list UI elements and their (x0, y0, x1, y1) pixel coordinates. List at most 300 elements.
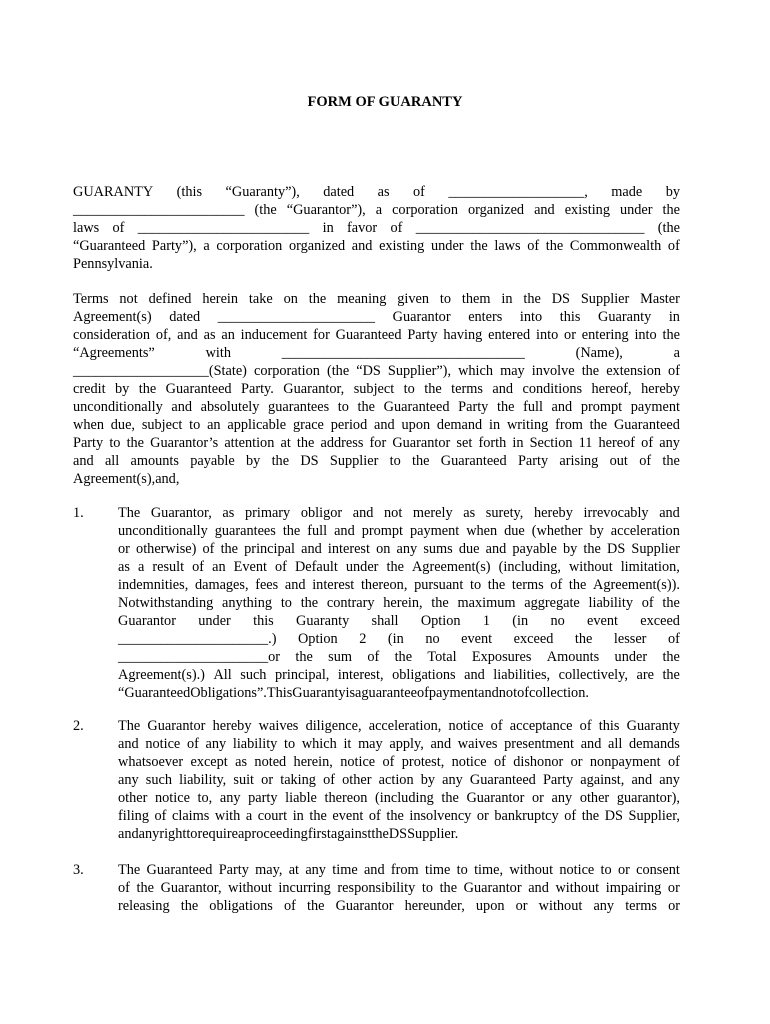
word: by (589, 523, 604, 539)
intro-line (73, 201, 680, 219)
word: consideration (73, 327, 151, 343)
word: Party. (241, 381, 274, 397)
word: Guaranteed (146, 862, 213, 878)
word: the (386, 808, 404, 824)
word: waives (457, 736, 498, 752)
word: subject (353, 381, 395, 397)
terms-line (73, 470, 680, 488)
word: involve (531, 363, 575, 379)
word: and (301, 541, 322, 557)
word: an (212, 559, 226, 575)
word: event (461, 631, 493, 647)
word: or (261, 772, 274, 788)
word: of (368, 808, 381, 824)
word: and (580, 736, 602, 752)
word: and (118, 826, 139, 842)
word: time (332, 862, 358, 878)
word: action (378, 772, 414, 788)
word: taking (280, 772, 316, 788)
word: due, (110, 417, 135, 433)
word: and (528, 880, 549, 896)
word: DS (300, 453, 319, 469)
word: to (284, 736, 296, 752)
word: DS (551, 291, 570, 307)
word: Agreement(s), (73, 471, 156, 487)
word: other (342, 772, 372, 788)
word: releasing (118, 898, 170, 914)
word: exceed (513, 631, 554, 647)
word: (the (657, 220, 680, 236)
word: herein, (383, 595, 423, 611)
word: without (228, 880, 272, 896)
word: into (519, 309, 543, 325)
word: notice (155, 790, 190, 806)
word: the (441, 790, 459, 806)
word: Total (427, 649, 457, 665)
word: exceed (640, 613, 680, 629)
word: claims (172, 808, 210, 824)
word: or (617, 862, 630, 878)
section-line (118, 666, 680, 684)
word: “Guaranteed (73, 238, 146, 254)
word: and (334, 523, 355, 539)
word: organized (467, 202, 525, 218)
word: and (485, 541, 507, 557)
word: Guarantor (335, 898, 394, 914)
word: Agreement(s)). (593, 577, 680, 593)
word: without (538, 898, 583, 914)
word: any (396, 541, 418, 557)
word: “Guaranteed (118, 685, 191, 701)
word: out (609, 453, 628, 469)
word: as (118, 559, 130, 575)
word: nonpayment (589, 754, 661, 770)
word: Guarantor, (283, 381, 345, 397)
word: period (330, 417, 368, 433)
word: to (389, 453, 401, 469)
word: Guaranty (626, 718, 680, 734)
word: GUARANTY (73, 184, 154, 200)
word: into (535, 327, 559, 343)
word: DS (388, 826, 408, 842)
word: indemnities, (118, 577, 189, 593)
word: The (118, 718, 141, 734)
word: Guaranty (598, 309, 652, 325)
word: under (619, 202, 653, 218)
word: and (171, 399, 193, 415)
terms-paragraph (73, 290, 680, 488)
word: 11 (578, 435, 593, 451)
word: in (668, 309, 680, 325)
word: the (371, 826, 389, 842)
word: this (253, 613, 274, 629)
section-line (118, 576, 680, 594)
word: which (301, 736, 337, 752)
word: Guaranty (292, 685, 346, 701)
word: event (587, 613, 618, 629)
word: Guarantor’s (150, 435, 219, 451)
word: or (564, 327, 576, 343)
terms-line (73, 290, 680, 308)
word: terms (511, 577, 544, 593)
word: Section (529, 435, 573, 451)
word: of (416, 685, 429, 701)
word: the (412, 453, 430, 469)
word: Amounts (546, 649, 600, 665)
word: of (667, 754, 680, 770)
word: merely (412, 505, 453, 521)
word: interest (327, 541, 370, 557)
word: an (207, 417, 221, 433)
word: ___________________, (448, 184, 588, 200)
word: and (534, 202, 555, 218)
word: entering (581, 327, 629, 343)
word: of (323, 772, 336, 788)
word: of (667, 238, 680, 254)
word: the (545, 238, 564, 254)
word: given (397, 291, 429, 307)
word: any (659, 772, 680, 788)
word: all (104, 453, 120, 469)
word: and (351, 238, 373, 254)
word: Commonwealth (569, 238, 662, 254)
word: impairing (605, 880, 662, 896)
word: the (126, 435, 145, 451)
word: Agreement(s) (411, 559, 491, 575)
word: the (309, 808, 327, 824)
word: demand (436, 417, 483, 433)
word: with (214, 808, 241, 824)
word: the (295, 649, 313, 665)
word: contrary (326, 595, 375, 611)
word: guarantees (214, 523, 276, 539)
word: and (478, 685, 499, 701)
word: full (523, 399, 543, 415)
word: entered (488, 327, 531, 343)
word: responsibility (337, 880, 416, 896)
word: Obligations”. (190, 685, 267, 701)
word: hereby (533, 505, 573, 521)
word: guarantee (361, 685, 417, 701)
terms-line (73, 362, 680, 380)
word: the (300, 595, 319, 611)
word: apply, (389, 736, 424, 752)
word: this (559, 309, 581, 325)
word: collectively, (558, 667, 628, 683)
word: obligations (209, 898, 273, 914)
word: hereby (212, 718, 252, 734)
word: _____________________.) (118, 631, 277, 647)
word: hereby (641, 381, 680, 397)
word: of (564, 808, 577, 824)
word: otherwise) (136, 541, 197, 557)
word: Party”), (151, 238, 197, 254)
word: liability, (179, 772, 227, 788)
section-line (118, 630, 680, 648)
word: by (665, 184, 680, 200)
word: proceeding (244, 826, 308, 842)
word: sum (328, 649, 352, 665)
word: forth (478, 435, 507, 451)
word: terms (625, 898, 657, 914)
word: applicable (227, 417, 287, 433)
word: to (456, 862, 468, 878)
word: filing (118, 808, 149, 824)
word: to (600, 862, 612, 878)
word: of (202, 541, 215, 557)
word: may (500, 363, 525, 379)
word: existing (379, 238, 425, 254)
word: insolvency (409, 808, 472, 824)
word: of (382, 754, 395, 770)
word: the (220, 541, 239, 557)
word: dated (169, 309, 201, 325)
section-line (118, 879, 680, 897)
word: irrevocably (583, 505, 649, 521)
word: pursuant (414, 577, 464, 593)
word: to (439, 291, 451, 307)
word: Notwithstanding (118, 595, 214, 611)
word: Guaranty (296, 613, 350, 629)
section-3-text (118, 861, 680, 915)
word: a (355, 685, 362, 701)
word: the (496, 399, 515, 415)
word: in (322, 220, 334, 236)
word: by (420, 772, 436, 788)
word: DS (604, 808, 623, 824)
word: the (386, 559, 404, 575)
word: or (476, 808, 489, 824)
word: thereon, (360, 577, 408, 593)
word: lesser (613, 631, 647, 647)
word: for (369, 435, 387, 451)
word: notice (340, 754, 376, 770)
word: or (668, 898, 680, 914)
word: to (403, 381, 415, 397)
word: (whether (531, 523, 583, 539)
word: of (154, 808, 167, 824)
word: (in (387, 631, 404, 647)
word: aggregate (524, 595, 580, 611)
word: the (180, 898, 199, 914)
word: Party (407, 327, 438, 343)
word: may (358, 736, 383, 752)
word: of (517, 685, 529, 701)
word: arising (559, 453, 599, 469)
word: attention (224, 435, 275, 451)
word: the (662, 327, 680, 343)
word: Party (458, 399, 489, 415)
word: the (581, 363, 600, 379)
word: Pennsylvania. (73, 256, 153, 272)
word: incurring (278, 880, 331, 896)
word: hereof, (591, 381, 632, 397)
word: Guarantor (392, 309, 451, 325)
word: Guarantor (466, 790, 525, 806)
word: consent (636, 862, 680, 878)
word: and (659, 505, 680, 521)
word: All (213, 667, 232, 683)
section-line (118, 753, 680, 771)
word: Supplier, (628, 808, 680, 824)
word: the (568, 577, 587, 593)
section-number: 1. (73, 505, 84, 521)
word: limitation, (620, 559, 680, 575)
word: as (203, 327, 216, 343)
word: due (458, 541, 480, 557)
word: to (469, 577, 482, 593)
word: the (357, 399, 376, 415)
word: notice (451, 754, 487, 770)
word: conditions (522, 381, 583, 397)
word: upon (475, 898, 505, 914)
word: payment (630, 399, 680, 415)
word: Party (542, 772, 574, 788)
word: as (222, 505, 235, 521)
word: This (266, 685, 293, 701)
section-line (118, 897, 680, 915)
word: interest, (337, 667, 384, 683)
word: first (307, 826, 331, 842)
word: Guarantor (118, 613, 176, 629)
word: of (112, 220, 125, 236)
word: (in (512, 613, 529, 629)
word: by (115, 381, 130, 397)
word: in (489, 417, 501, 433)
word: fees (255, 577, 279, 593)
word: Supplier (329, 453, 379, 469)
word: principal, (274, 667, 330, 683)
word: ________________________ (137, 220, 310, 236)
word: Option (420, 613, 461, 629)
section-2-text (118, 717, 680, 843)
word: notice (145, 736, 181, 752)
word: which (458, 363, 494, 379)
word: having (443, 327, 483, 343)
word: the (589, 417, 608, 433)
word: and (363, 862, 385, 878)
word: result (152, 559, 185, 575)
word: primary (244, 505, 291, 521)
word: no (425, 631, 440, 647)
word: is (345, 685, 356, 701)
word: 2 (359, 631, 367, 647)
word: enters (468, 309, 503, 325)
word: grace (292, 417, 324, 433)
section-number: 3. (73, 862, 84, 878)
word: against, (580, 772, 625, 788)
word: to (109, 435, 121, 451)
word: “Guaranty”), (225, 184, 300, 200)
word: liable (285, 790, 317, 806)
word: the (662, 595, 680, 611)
word: Master (640, 291, 680, 307)
word: the (523, 291, 541, 307)
intro-line (73, 219, 680, 237)
word: under (198, 613, 231, 629)
word: (this (176, 184, 203, 200)
word: the (431, 595, 449, 611)
intro-line (73, 255, 680, 273)
word: notice (559, 862, 595, 878)
word: to (186, 826, 198, 842)
terms-line (73, 452, 680, 470)
word: under (431, 238, 464, 254)
word: not (119, 291, 138, 307)
section-line (118, 735, 680, 753)
word: Guarantor (147, 718, 206, 734)
word: or (532, 790, 544, 806)
word: by (563, 541, 578, 557)
word: of (283, 898, 296, 914)
word: time (424, 862, 451, 878)
word: Guaranteed (335, 327, 402, 343)
section-line (118, 807, 680, 825)
word: party (248, 790, 278, 806)
section-line (118, 558, 680, 576)
word: at (288, 862, 300, 878)
word: without (555, 880, 600, 896)
word: or (118, 541, 130, 557)
word: payment (428, 685, 479, 701)
word: amounts (130, 453, 179, 469)
word: of, (155, 327, 172, 343)
word: or (570, 754, 583, 770)
word: maximum (457, 595, 516, 611)
section-line (118, 789, 680, 807)
word: a (203, 238, 210, 254)
word: as (463, 505, 476, 521)
word: with (205, 345, 231, 361)
word: full (307, 523, 328, 539)
word: other (579, 790, 610, 806)
word: writing (506, 417, 549, 433)
section-line (118, 771, 680, 789)
word: a (237, 826, 245, 842)
section-line (118, 717, 680, 735)
word: to (280, 595, 292, 611)
word: Supplier”), (387, 363, 452, 379)
intro-line (73, 183, 680, 201)
section-number: 2. (73, 718, 84, 734)
word: Guarantor, (160, 880, 222, 896)
word: (including, (498, 559, 561, 575)
word: and (118, 736, 139, 752)
word: Guaranteed (165, 381, 232, 397)
word: without (509, 862, 554, 878)
word: when (466, 523, 498, 539)
word: Terms (73, 291, 109, 307)
word: a (137, 559, 145, 575)
word: the (306, 898, 325, 914)
word: terms (451, 381, 483, 397)
word: Guarantor (463, 880, 522, 896)
word: any (219, 790, 241, 806)
word: of (641, 435, 654, 451)
word: of (413, 184, 425, 200)
word: Supplier (631, 541, 680, 557)
word: _____________________or (118, 649, 281, 665)
word: on (376, 541, 391, 557)
word: corporation (392, 202, 458, 218)
word: the (487, 577, 506, 593)
word: corporation (216, 238, 283, 254)
section-line (118, 540, 680, 558)
word: made (611, 184, 643, 200)
word: ___________________(State) (73, 363, 247, 379)
word: notice (448, 718, 484, 734)
word: the (662, 453, 680, 469)
